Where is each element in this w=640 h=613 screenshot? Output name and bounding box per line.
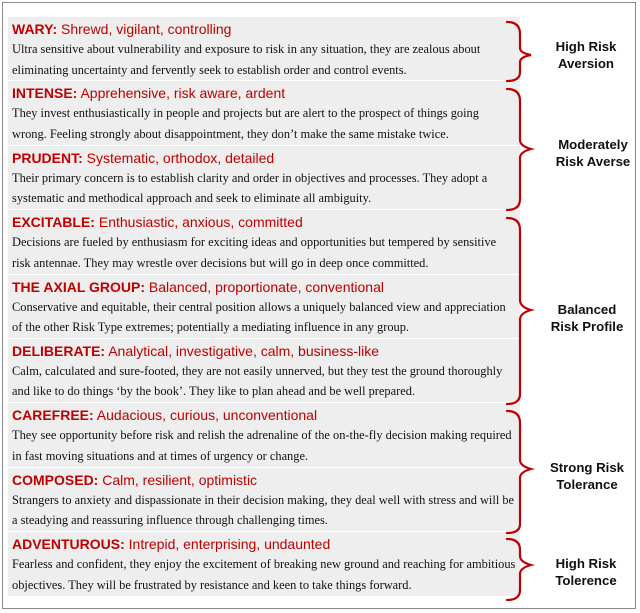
type-traits: Systematic, orthodox, detailed	[86, 149, 275, 166]
group-label-line: High Risk	[555, 556, 617, 571]
type-name: ADVENTUROUS:	[12, 536, 125, 553]
type-traits: Apprehensive, risk aware, ardent	[80, 85, 286, 102]
type-description: Calm, calculated and sure-footed, they are not easily unnerved, but they test the ground thoroughly and like to do things ‘by the book’. They like to plan ahead and be well prepared.	[12, 363, 503, 399]
group-label-line: Risk Profile	[550, 319, 624, 334]
type-name: INTENSE:	[12, 85, 78, 102]
type-name: EXCITABLE:	[12, 214, 95, 231]
type-description: Their primary concern is to establish clarity and order in objectives and processes. They adopt a systematic and methodical approach and seek to eliminate all ambiguity.	[12, 170, 488, 206]
type-traits: Enthusiastic, anxious, committed	[98, 214, 303, 231]
type-description: Conservative and equitable, their central position allows a uniquely balanced view and appreciation of the other Risk Type extremes; potentially a mediating influence in any group.	[12, 299, 506, 335]
type-description: They invest enthusiastically in people and projects but are alert to the prospect of things going wrong. Feeling strongly about disappointment, they don’t make the same mistake twice.	[12, 106, 479, 141]
type-description: They see opportunity before risk and relish the adrenaline of the on-the-fly decision making required in fast moving situations and at times of urgency or change.	[12, 428, 512, 463]
brace-high-risk-tolerence	[507, 539, 531, 600]
type-traits: Audacious, curious, unconventional	[96, 407, 318, 424]
type-traits: Intrepid, enterprising, undaunted	[128, 536, 331, 553]
type-description: Ultra sensitive about vulnerability and exposure to risk in any situation, they are zealous about eliminating uncertainty and fervently seek to establish order and control events.	[12, 42, 481, 77]
type-name: WARY:	[12, 21, 58, 37]
type-description: Decisions are fueled by enthusiasm for exciting ideas and opportunities but tempered by sensitive risk antennae. They may wrestle over decisions but will go in deep once committed.	[12, 235, 497, 270]
type-name: COMPOSED:	[12, 471, 99, 488]
type-traits: Shrewd, vigilant, controlling	[61, 21, 232, 37]
type-traits: Calm, resilient, optimistic	[102, 471, 258, 488]
group-label-line: Tolerance	[556, 477, 618, 492]
group-label-line: High Risk	[555, 39, 617, 54]
type-traits: Balanced, proportionate, conventional	[148, 278, 384, 295]
group-label-line: Risk Averse	[555, 154, 631, 169]
type-name: DELIBERATE:	[12, 342, 106, 359]
brace-strong-risk-tolerance	[507, 411, 531, 533]
group-label-line: Moderately	[558, 137, 628, 152]
brace-balanced-risk-profile	[507, 218, 531, 404]
type-description: Strangers to anxiety and dispassionate in their decision making, they deal well with stress and will be a steadying and reassuring influence through challenging times.	[12, 492, 515, 528]
group-label-line: Strong Risk	[549, 460, 624, 475]
type-description: Fearless and confident, they enjoy the excitement of breaking new ground and reaching for ambitious objectives. They will be frustrated by resistance and keen to take things forward.	[12, 557, 516, 592]
type-name: PRUDENT:	[12, 149, 83, 166]
type-name: THE AXIAL GROUP:	[12, 278, 146, 295]
brace-high-risk-aversion	[507, 22, 531, 81]
group-label-line: Balanced	[557, 302, 617, 317]
type-name: CAREFREE:	[12, 407, 94, 424]
brace-moderately-risk-averse	[507, 89, 531, 210]
type-traits: Analytical, investigative, calm, business-like	[108, 342, 379, 359]
group-label-line: Tolerence	[555, 573, 617, 588]
group-label-line: Aversion	[558, 56, 614, 71]
